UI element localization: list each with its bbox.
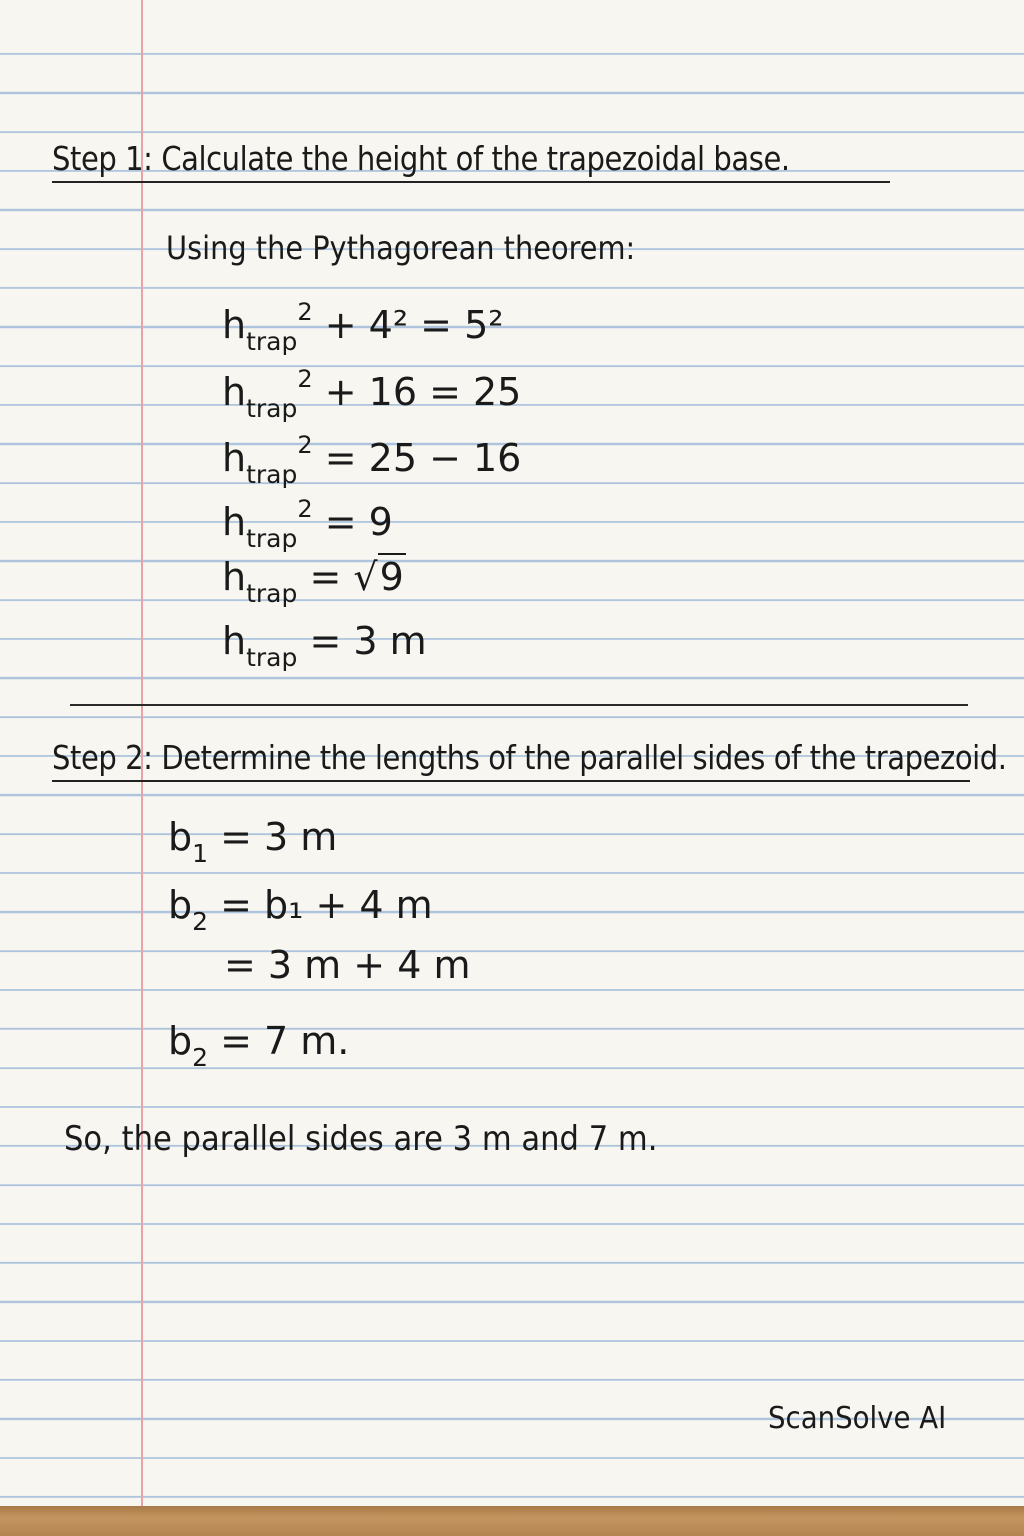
variable: h	[222, 370, 247, 414]
variable: h	[222, 436, 247, 480]
variable-exponent: 2	[297, 495, 313, 523]
equation-rest: = 9	[312, 500, 393, 544]
equation-rest: = 7 m.	[208, 1019, 350, 1063]
variable-subscript: trap	[246, 643, 298, 672]
equation-line	[222, 300, 503, 354]
equation-line	[222, 497, 393, 551]
variable: h	[222, 303, 247, 347]
equation-rest: = √	[297, 555, 378, 599]
variable: h	[222, 619, 247, 663]
equation-rest: + 16 = 25	[312, 370, 522, 414]
variable-subscript: trap	[246, 327, 298, 356]
variable: h	[222, 555, 247, 599]
variable-exponent: 2	[297, 298, 313, 326]
b1-equation	[168, 815, 338, 868]
equation-line	[222, 367, 521, 421]
radicand: 9	[379, 555, 404, 599]
section-divider	[70, 704, 968, 706]
step1-heading-underline	[52, 181, 890, 183]
variable-subscript: trap	[246, 579, 298, 608]
equation-rest: = b₁ + 4 m	[208, 883, 433, 927]
brand-signature: ScanSolve AI	[768, 1401, 947, 1436]
variable: b	[168, 815, 193, 859]
b2-equation	[168, 883, 433, 936]
variable-subscript: trap	[246, 394, 298, 423]
equation-rest: = 3 m	[297, 619, 427, 663]
equation-line	[222, 433, 521, 487]
variable-exponent: 2	[297, 365, 313, 393]
b2-result	[168, 1019, 350, 1072]
equation-line	[222, 555, 406, 608]
desk-surface	[0, 1506, 1024, 1536]
equation-rest: = 25 − 16	[312, 436, 522, 480]
step1-intro: Using the Pythagorean theorem:	[166, 229, 636, 267]
equation-line	[222, 619, 427, 672]
step2-heading-underline	[52, 780, 970, 782]
variable-subscript: 1	[192, 839, 209, 868]
step2-heading: Step 2: Determine the lengths of the parallel sides of the trapezoid.	[52, 738, 1007, 777]
step1-heading: Step 1: Calculate the height of the trapezoidal base.	[52, 139, 790, 178]
variable-subscript: trap	[246, 524, 298, 553]
variable: b	[168, 1019, 193, 1063]
equation-rest: + 4² = 5²	[312, 303, 504, 347]
equation-rest: = 3 m	[208, 815, 338, 859]
conclusion-text: So, the parallel sides are 3 m and 7 m.	[64, 1119, 658, 1159]
variable-subscript: trap	[246, 460, 298, 489]
b2-continuation: = 3 m + 4 m	[224, 943, 471, 987]
variable-exponent: 2	[297, 431, 313, 459]
variable: b	[168, 883, 193, 927]
variable-subscript: 2	[192, 1043, 209, 1072]
variable: h	[222, 500, 247, 544]
variable-subscript: 2	[192, 907, 209, 936]
